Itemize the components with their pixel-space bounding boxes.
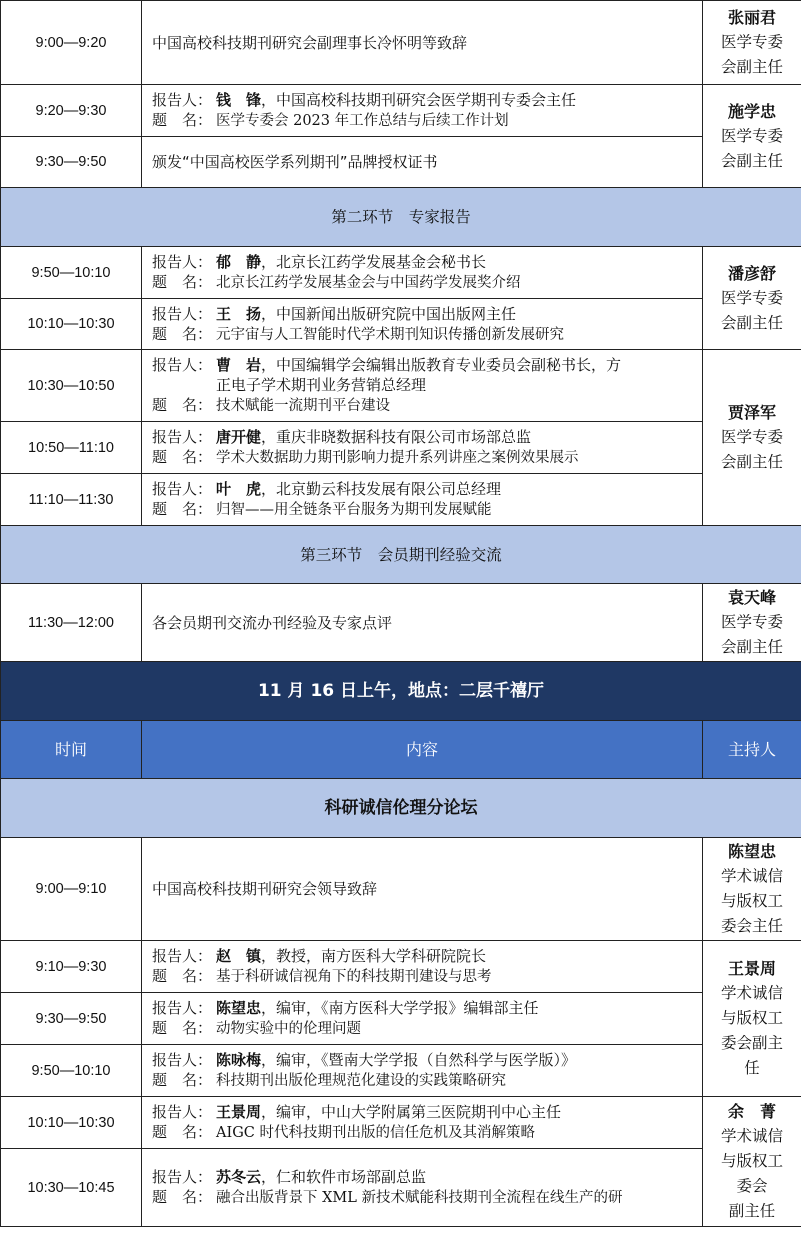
content-cell (142, 350, 703, 422)
speaker-name: 王 扬 (216, 304, 262, 323)
speaker-name: 钱 锋 (216, 91, 262, 109)
agenda-row (1, 474, 801, 526)
date-location-banner: 11 月 16 日上午，地点：二层千禧厅 (1, 662, 801, 721)
host-name: 陈望忠 (727, 842, 776, 861)
item-text: 颁发“中国高校医学系列期刊”品牌授权证书 (152, 153, 438, 171)
forum-title: 科研诚信伦理分论坛 (1, 779, 801, 838)
agenda-row (1, 137, 801, 188)
agenda-row (1, 350, 801, 422)
talk-topic: 医学专委会 2023 年工作总结与后续工作计划 (216, 113, 509, 129)
topic-label: 题 名： (152, 448, 213, 466)
content-cell (142, 838, 703, 941)
content-cell (142, 1, 703, 85)
host-role-line: 会副主任 (720, 453, 783, 471)
content-cell (142, 247, 703, 299)
topic-label: 题 名： (152, 273, 213, 291)
host-role-line: 副主任 (728, 1202, 776, 1220)
host-role-line: 委会主任 (720, 917, 783, 935)
topic-label: 题 名： (152, 396, 213, 414)
time-cell: 10:30—10:50 (1, 350, 142, 422)
speaker-name: 曹 岩 (216, 356, 262, 374)
talk-topic: AIGC 时代科技期刊出版的信任危机及其消解策略 (216, 1125, 535, 1141)
time-cell: 11:10—11:30 (1, 474, 142, 526)
speaker-name: 唐开健 (216, 428, 262, 446)
time-cell: 9:30—9:50 (1, 137, 142, 188)
host-role-line: 学术诚信 (720, 867, 783, 885)
content-cell (142, 1149, 703, 1227)
speaker-affiliation-cont: 正电子学术期刊业务营销总经理 (216, 376, 427, 394)
content-cell (142, 474, 703, 526)
topic-label: 题 名： (152, 324, 213, 343)
speaker-affiliation: ，教授，南方医科大学科研院院长 (261, 947, 487, 965)
reporter-label: 报告人： (152, 91, 213, 109)
talk-topic: 动物实验中的伦理问题 (216, 1021, 361, 1037)
agenda-row (1, 993, 801, 1045)
item-text: 中国高校科技期刊研究会副理事长冷怀明等致辞 (152, 33, 468, 52)
host-role-line: 与版权工 (720, 892, 783, 910)
time-cell: 9:00—9:10 (1, 838, 142, 941)
agenda-row (1, 247, 801, 299)
agenda-row (1, 1, 801, 85)
speaker-affiliation: ，北京勤云科技发展有限公司总经理 (261, 480, 502, 498)
host-role-line: 会副主任 (720, 151, 783, 170)
host-name: 余 菁 (727, 1102, 776, 1121)
speaker-name: 郁 静 (216, 253, 262, 271)
speaker-affiliation: ，中国编辑学会编辑出版教育专业委员会副秘书长，方 (261, 356, 622, 374)
host-name: 张丽君 (727, 8, 776, 27)
topic-label: 题 名： (152, 1188, 213, 1206)
agenda-row (1, 299, 801, 350)
host-role-line: 医学专委 (720, 428, 783, 446)
speaker-name: 赵 镇 (216, 947, 262, 965)
talk-topic: 元宇宙与人工智能时代学术期刊知识传播创新发展研究 (216, 326, 564, 343)
host-role-line: 任 (744, 1059, 760, 1077)
host-cell (703, 85, 801, 188)
column-header-time: 时间 (1, 721, 142, 779)
reporter-label: 报告人： (152, 480, 213, 498)
time-cell: 9:30—9:50 (1, 993, 142, 1045)
item-text: 中国高校科技期刊研究会领导致辞 (152, 880, 378, 898)
agenda-row (1, 85, 801, 137)
host-role-line: 医学专委 (720, 33, 783, 51)
talk-topic: 学术大数据助力期刊影响力提升系列讲座之案例效果展示 (216, 450, 579, 466)
host-name: 王景周 (727, 959, 776, 978)
topic-label: 题 名： (152, 1123, 213, 1141)
reporter-label: 报告人： (152, 253, 213, 271)
host-cell (703, 350, 801, 526)
host-cell (703, 1, 801, 85)
host-name: 袁天峰 (727, 588, 776, 607)
host-role-line: 医学专委 (720, 126, 783, 145)
speaker-affiliation: ，仁和软件市场部副总监 (261, 1168, 427, 1186)
reporter-label: 报告人： (152, 304, 213, 323)
content-cell (142, 85, 703, 137)
speaker-name: 王景周 (216, 1103, 262, 1121)
reporter-label: 报告人： (152, 356, 213, 374)
time-cell: 10:30—10:45 (1, 1149, 142, 1227)
topic-label: 题 名： (152, 500, 213, 518)
host-role-line: 会副主任 (720, 638, 783, 656)
speaker-affiliation: ，重庆非晓数据科技有限公司市场部总监 (261, 428, 532, 446)
talk-topic: 技术赋能一流期刊平台建设 (216, 398, 390, 414)
agenda-row (1, 422, 801, 474)
host-role-line: 学术诚信 (720, 984, 783, 1002)
time-cell: 9:10—9:30 (1, 941, 142, 993)
content-cell (142, 1097, 703, 1149)
speaker-name: 陈咏梅 (216, 1051, 262, 1069)
speaker-name: 陈望忠 (216, 999, 262, 1017)
host-role-line: 医学专委 (720, 288, 783, 307)
speaker-affiliation: ，编审，中山大学附属第三医院期刊中心主任 (261, 1103, 562, 1121)
column-header-content: 内容 (142, 721, 703, 779)
talk-topic: 科技期刊出版伦理规范化建设的实践策略研究 (216, 1073, 506, 1089)
talk-topic: 融合出版背景下 XML 新技术赋能科技期刊全流程在线生产的研 (216, 1190, 623, 1206)
host-role-line: 委会副主 (720, 1034, 783, 1052)
content-cell (142, 1045, 703, 1097)
topic-label: 题 名： (152, 111, 213, 129)
time-cell: 10:10—10:30 (1, 1097, 142, 1149)
host-role-line: 会副主任 (720, 58, 783, 76)
time-cell: 10:10—10:30 (1, 299, 142, 350)
speaker-affiliation: ，编审，《南方医科大学学报》编辑部主任 (261, 999, 539, 1017)
agenda-row (1, 1045, 801, 1097)
reporter-label: 报告人： (152, 1103, 213, 1121)
content-cell (142, 137, 703, 188)
time-cell: 9:20—9:30 (1, 85, 142, 137)
speaker-name: 苏冬云 (216, 1168, 262, 1186)
talk-topic: 基于科研诚信视角下的科技期刊建设与思考 (216, 969, 492, 985)
section-title: 第二环节 专家报告 (1, 188, 801, 247)
topic-label: 题 名： (152, 1071, 213, 1089)
host-cell (703, 838, 801, 941)
host-role-line: 委会 (736, 1177, 768, 1195)
agenda-row (1, 1097, 801, 1149)
host-role-line: 与版权工 (720, 1152, 783, 1170)
talk-topic: 归智——用全链条平台服务为期刊发展赋能 (216, 502, 492, 518)
agenda-row (1, 584, 801, 662)
speaker-affiliation: ，中国新闻出版研究院中国出版网主任 (261, 304, 517, 323)
speaker-name: 叶 虎 (216, 480, 262, 498)
host-role-line: 医学专委 (720, 613, 783, 631)
agenda-row (1, 838, 801, 941)
content-cell (142, 422, 703, 474)
content-cell (142, 993, 703, 1045)
item-text: 各会员期刊交流办刊经验及专家点评 (152, 613, 393, 632)
reporter-label: 报告人： (152, 428, 213, 446)
speaker-affiliation: ，北京长江药学发展基金会秘书长 (261, 253, 487, 271)
host-cell (703, 247, 801, 350)
topic-label: 题 名： (152, 967, 213, 985)
topic-label: 题 名： (152, 1019, 213, 1037)
host-cell (703, 584, 801, 662)
reporter-label: 报告人： (152, 1168, 213, 1186)
host-name: 潘彦舒 (727, 263, 776, 283)
content-cell (142, 299, 703, 350)
agenda-row (1, 1149, 801, 1227)
host-cell (703, 1097, 801, 1227)
time-cell: 11:30—12:00 (1, 584, 142, 662)
reporter-label: 报告人： (152, 947, 213, 965)
time-cell: 9:50—10:10 (1, 1045, 142, 1097)
talk-topic: 北京长江药学发展基金会与中国药学发展奖介绍 (216, 275, 521, 291)
host-role-line: 与版权工 (720, 1009, 783, 1027)
host-role-line: 会副主任 (720, 313, 783, 332)
content-cell (142, 584, 703, 662)
host-name: 贾泽军 (727, 403, 776, 422)
reporter-label: 报告人： (152, 1051, 213, 1069)
section-title: 第三环节 会员期刊经验交流 (1, 526, 801, 584)
host-name: 施学忠 (727, 101, 776, 121)
content-cell (142, 941, 703, 993)
time-cell: 10:50—11:10 (1, 422, 142, 474)
column-header-host: 主持人 (703, 721, 801, 779)
host-cell (703, 941, 801, 1097)
time-cell: 9:00—9:20 (1, 1, 142, 85)
speaker-affiliation: ，编审，《暨南大学学报（自然科学与医学版）》 (261, 1051, 577, 1069)
speaker-affiliation: ，中国高校科技期刊研究会医学期刊专委会主任 (261, 91, 577, 109)
agenda-row (1, 941, 801, 993)
time-cell: 9:50—10:10 (1, 247, 142, 299)
host-role-line: 学术诚信 (720, 1127, 783, 1145)
reporter-label: 报告人： (152, 999, 213, 1017)
